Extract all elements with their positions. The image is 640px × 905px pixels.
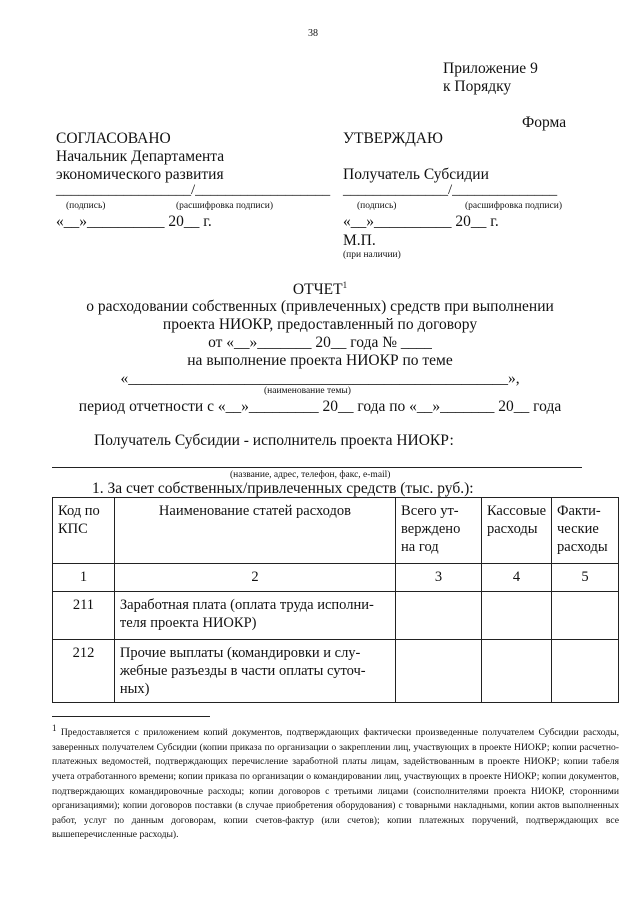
table-row xyxy=(53,592,619,640)
report-title xyxy=(0,280,640,299)
row-actual-cell xyxy=(552,640,619,703)
appendix-line-2: к Порядку xyxy=(443,78,512,95)
footnote-text: Предоставляется с приложением копий документов, подтверждающих фактически произведенные получателем Субсидии расходы, заверенных получателем Субсидии (копии приказа по организации о закреплении лиц, участвующих в проекте НИОКР; копии расчетно-платежных ведомостей, подтверждающих перечисление заработной платы лицам, задействованным в проекте НИОКР; копии табеля учета отработанного времени; копии приказа по организации о командировании лиц, участвующих в проекте НИОКР; копии документов, подтверждающих командировочные расходы; копии договоров с третьими лицами (соисполнителями проекта НИОКР, сторонними организациями); копии договоров поставки (в случае приобретения оборудования) с товарными накладными, копии актов выполненных работ, услуг по данным договорам, копии счетов-фактур (или счетов); копии платежных поручений, подтверждающих все вышеперечисленные расходы). xyxy=(52,727,620,841)
report-footnote-mark: 1 xyxy=(342,280,348,290)
header-code: Код по КПС xyxy=(53,498,115,564)
report-line-1: о расходовании собственных (привлеченных) средств при выполнении xyxy=(86,298,554,315)
report-line-4: на выполнение проекта НИОКР по теме xyxy=(187,352,453,369)
column-number: 4 xyxy=(481,564,551,592)
footnote-mark: 1 xyxy=(52,723,57,733)
agreed-date-line: «__»__________ 20__ г. xyxy=(56,213,212,230)
row-expense-name: Прочие выплаты (командировки и слу-жебные разъезды в части оплаты суточ-ных) xyxy=(114,640,395,703)
column-number: 1 xyxy=(53,564,115,592)
agreed-position-line-1: Начальник Департамента xyxy=(56,148,225,165)
approve-signature-line: ______________/______________ xyxy=(343,182,558,198)
table-row xyxy=(53,640,619,703)
form-label: Форма xyxy=(522,114,567,131)
agreed-decode-caption: (расшифровка подписи) xyxy=(176,201,273,211)
header-cash-expenses: Кассовые расходы xyxy=(481,498,551,564)
appendix-line-1: Приложение 9 xyxy=(443,60,538,77)
report-title-text: ОТЧЕТ xyxy=(292,281,343,299)
agreed-position-line-2: экономического развития xyxy=(56,166,224,183)
row-actual-cell xyxy=(552,592,619,640)
report-topic-line: «_________________________________________________», xyxy=(120,370,520,387)
report-period: период отчетности с «__»_________ 20__ года по «__»_______ 20__ года xyxy=(78,398,562,415)
row-code: 211 xyxy=(53,592,115,640)
approve-stamp: М.П. xyxy=(343,232,376,249)
page-number: 38 xyxy=(308,28,318,39)
table-number-row xyxy=(53,564,619,592)
row-expense-name: Заработная плата (оплата труда исполни-теля проекта НИОКР) xyxy=(114,592,395,640)
column-number: 3 xyxy=(396,564,482,592)
approve-stamp-note: (при наличии) xyxy=(343,250,401,260)
recipient-label: Получатель Субсидии - исполнитель проекта НИОКР: xyxy=(94,432,454,449)
row-approved-cell xyxy=(396,640,482,703)
recipient-caption: (название, адрес, телефон, факс, e-mail) xyxy=(230,470,391,480)
expenses-table xyxy=(52,497,619,703)
header-actual-expenses: Факти-ческие расходы xyxy=(552,498,619,564)
report-topic-caption: (наименование темы) xyxy=(264,386,351,396)
header-expense-name: Наименование статей расходов xyxy=(114,498,395,564)
row-cash-cell xyxy=(481,640,551,703)
agreed-signature-line: __________________/__________________ xyxy=(56,182,331,198)
row-approved-cell xyxy=(396,592,482,640)
section-1-heading: 1. За счет собственных/привлеченных средств (тыс. руб.): xyxy=(92,480,474,497)
header-approved: Всего ут-верждено на год xyxy=(396,498,482,564)
report-line-3: от «__»_______ 20__ года № ____ xyxy=(208,334,432,351)
approve-decode-caption: (расшифровка подписи) xyxy=(465,201,562,211)
approve-position-line: Получатель Субсидии xyxy=(343,166,489,183)
approve-signature-caption: (подпись) xyxy=(357,201,397,211)
row-code: 212 xyxy=(53,640,115,703)
footnote-divider xyxy=(52,716,210,717)
column-number: 5 xyxy=(552,564,619,592)
approve-title: УТВЕРЖДАЮ xyxy=(343,130,443,147)
agreed-signature-caption: (подпись) xyxy=(66,201,106,211)
agreed-title: СОГЛАСОВАНО xyxy=(56,130,171,147)
row-cash-cell xyxy=(481,592,551,640)
approve-date-line: «__»__________ 20__ г. xyxy=(343,213,499,230)
column-number: 2 xyxy=(114,564,395,592)
footnote xyxy=(52,721,619,843)
table-header-row xyxy=(53,498,619,564)
report-line-2: проекта НИОКР, предоставленный по договору xyxy=(162,316,478,333)
recipient-underline xyxy=(52,467,582,468)
